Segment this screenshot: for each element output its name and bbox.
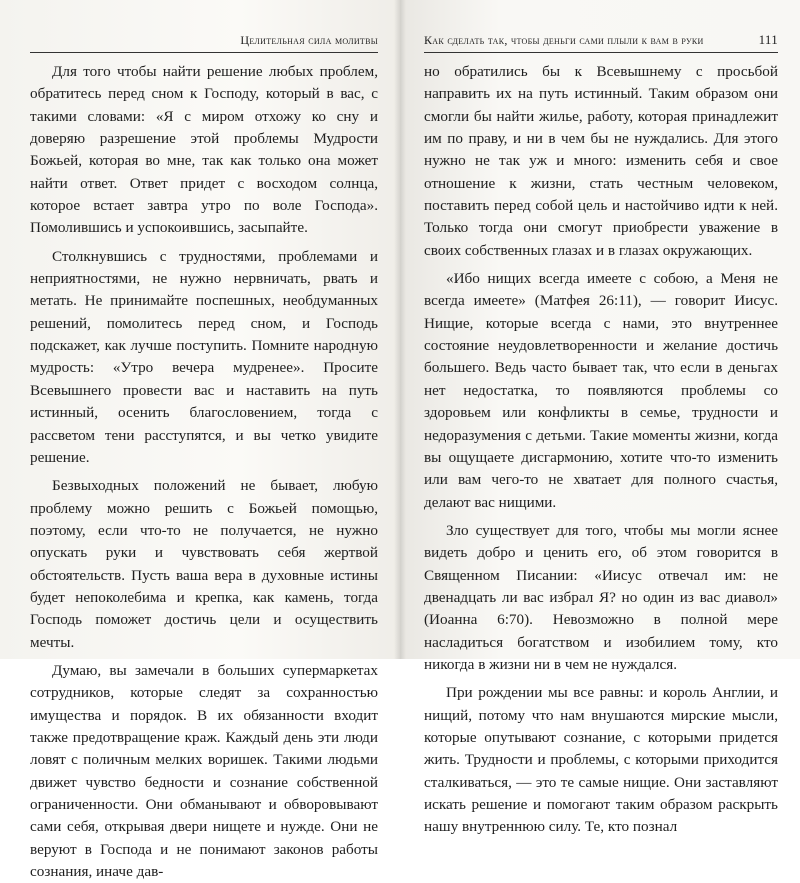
book-gutter-shadow [394,0,406,659]
page-number: 111 [758,32,778,47]
right-paragraph-2: «Ибо нищих всегда имеете с собою, а Меня не всегда имеете» (Матфея 26:11), — говорит Иисус. Нищие, которые всегда с нами, это внутреннее состояние неудовлетворенности и желание достичь большего. Ведь часто бывает так, что если в деньгах нет недостатка, то появляются проблемы со здоровьем или конфликты в семье, трудности и недоразумения с детьми. Такие моменты жизни, когда вы ощущаете дисгармонию, хотите что-то изменить или вам чего-то не хватает для полного счастья, делают вас нищими. [424,270,778,511]
left-running-header [30,30,378,53]
left-page-body [30,61,378,883]
left-page [0,0,400,881]
left-paragraph-3: Безвыходных положений не бывает, любую проблему можно решить с Божьей помощью, поэтому, если что-то не получается, не нужно опускать руки и чувствовать себя жертвой обстоятельств. Пусть ваша вера в духовные истины будет непоколебима и крепка, как камень, тогда Господь поможет достичь цели и осуществить мечты. [30,477,378,651]
left-running-head-title: Целительная сила молитвы [240,33,378,47]
right-paragraph-3: Зло существует для того, чтобы мы могли яснее видеть добро и ценить его, об этом говорится в Священном Писании: «Иисус отвечал им: не двенадцать ли вас избрал Я? но один из вас диавол» (Иоанна 6:70). Невозможно в полной мере насладиться богатством и изобилием тому, кто никогда в жизни ни в чем не нуждался. [424,521,778,673]
right-paragraph-4: При рождении мы все равны: и король Англии, и нищий, потому что нам внушаются мирские мысли, которые опутывают сознание, с которыми придется жить. Трудности и проблемы, с которыми приходится сталкиваться, — это те самые нищие. Они заставляют искать решение и помогают таким образом раскрыть нашу внутреннюю силу. Те, кто познал [424,684,778,836]
right-page [400,0,800,836]
right-running-head-title: Как сделать так, чтобы деньги сами плыли к вам в руки [424,33,704,47]
left-paragraph-4: Думаю, вы замечали в больших супермаркетах сотрудников, которые следят за сохранностью имущества и порядок. В их обязанности входит также предотвращение краж. Каждый день эти люди ловят с поличным мелких воришек. Такими людьми движет чувство бедности и сознание собственной ограниченности. Они обманывают и обворовывают сами себя, открывая двери нищете и нужде. Они не веруют в Господа и не понимают законов работы сознания, иначе дав- [30,661,378,881]
right-page-body [424,61,778,839]
left-paragraph-2: Столкнувшись с трудностями, проблемами и неприятностями, не нужно нервничать, рвать и метать. Не принимайте поспешных, необдуманных решений, помолитесь перед сном, и Господь подскажет, как лучше поступить. Помните народную мудрость: «Утро вечера мудренее». Просите Всевышнего провести вас и наставить на путь истинный, осенить благословением, тогда с рассветом тени расступятся, и вы четко увидите решение. [30,247,378,466]
right-paragraph-1: но обратились бы к Всевышнему с просьбой направить их на путь истинный. Таким образом они смогли бы найти жилье, работу, которая принадлежит им по праву, и ни в чем бы не нуждались. Для этого нужно не так уж и много: изменить себя и свое отношение к жизни, стать честным человеком, поставить перед собой цель и настойчиво идти к ней. Только тогда они смогут приобрести уважение в своих собственных глазах и в глазах окружающих. [424,63,778,259]
left-paragraph-1: Для того чтобы найти решение любых проблем, обратитесь перед сном к Господу, который в вас, с такими словами: «Я с миром отхожу ко сну и доверяю разрешение этой проблемы Мудрости Божьей, которая во мне, так как только она может найти ответ. Ответ придет с восходом солнца, которое встает завтра утро по воле Господа». Помолившись и успокоившись, засыпайте. [30,63,378,237]
right-running-header [424,30,778,53]
